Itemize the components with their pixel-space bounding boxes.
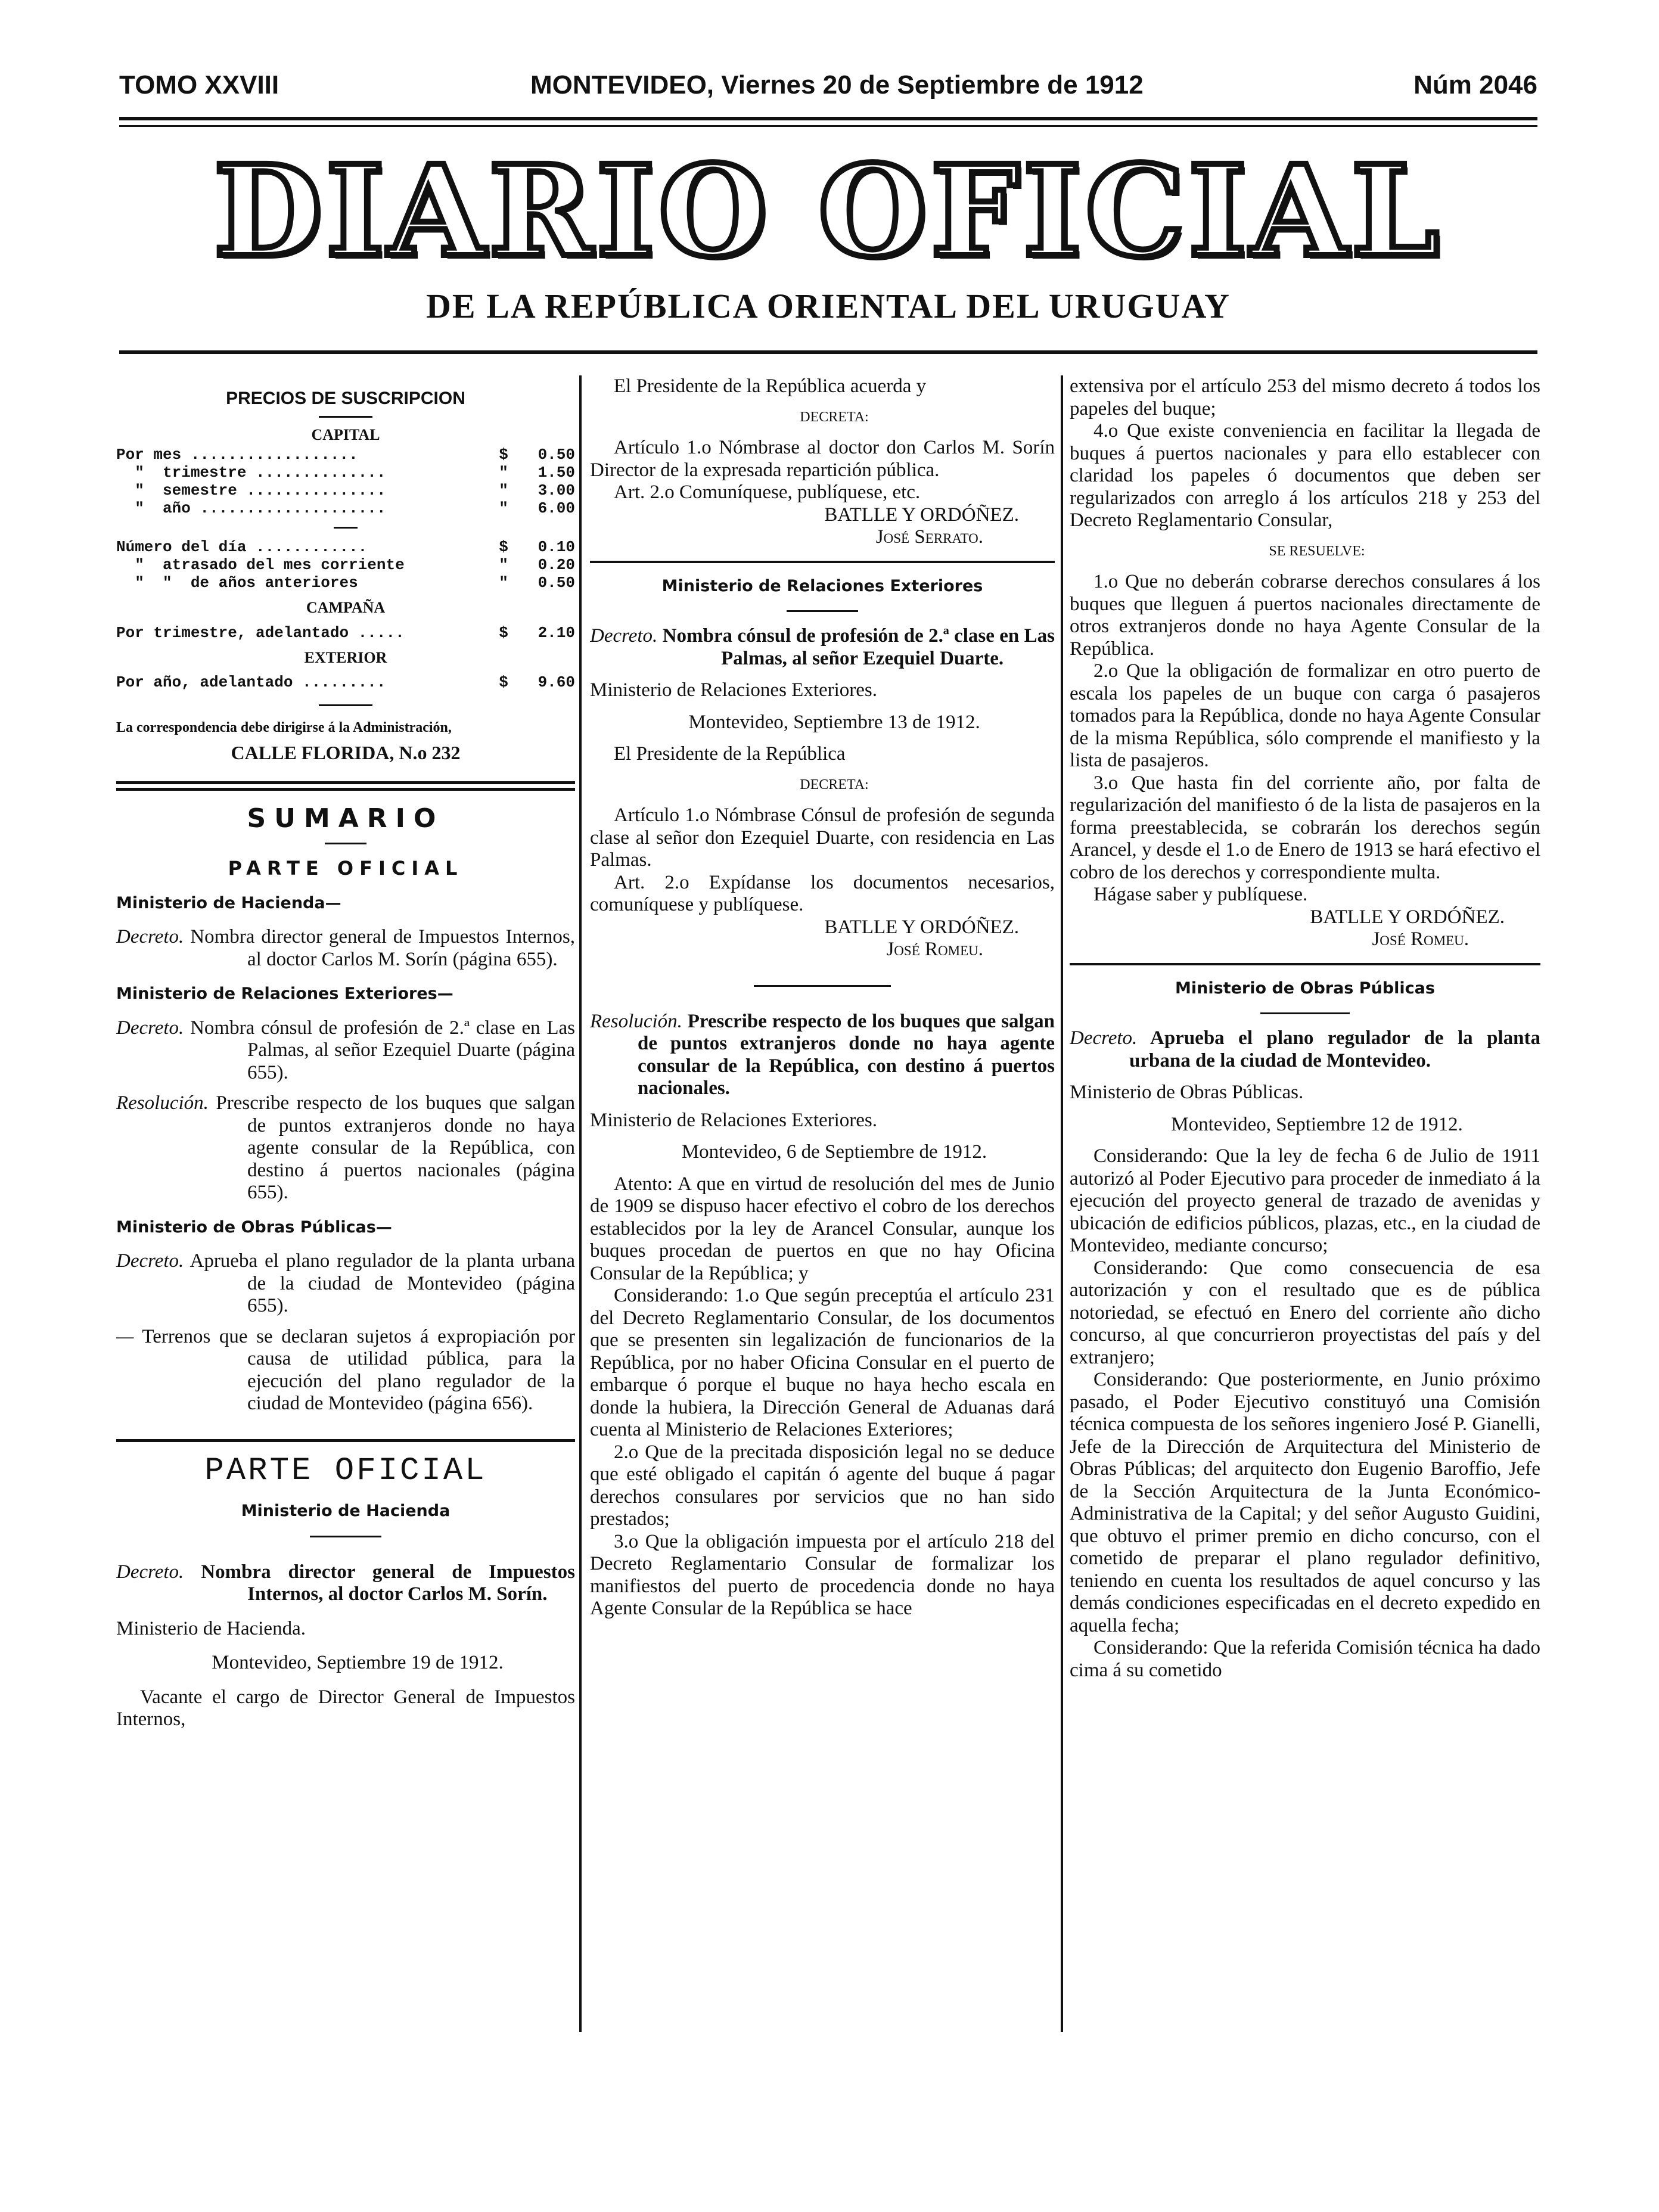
signature: José Romeu. [886,939,983,960]
article: Art. 2.o Expídanse los documentos necesarios, comuníquese y publíquese. [590,871,1055,915]
paragraph: 3.o Que hasta fin del corriente año, por falta de regularización del manifiesto ó de la lista de pasajeros en la forma preestablecida, se cobrarán los derechos según Arancel, y desde el 1.o de Enero de 1913 se hará efectivo el cobro de los derechos y correspondiente multa. [1070,772,1540,883]
price-amount: 0.10 [538,538,575,556]
price-row [116,574,575,592]
signature: BATLLE Y ORDÓÑEZ. [824,916,1019,938]
correspondence-note: La correspondencia debe dirigirse á la Administración, [116,720,452,735]
price-label: " año .................... [116,499,386,517]
entry-kind: — [116,1325,134,1347]
price-cur: " [499,556,508,574]
article: Artículo 1.o Nómbrase Cónsul de profesión de segunda clase al señor don Ezequiel Duarte, con residencia en Las Palmas. [590,804,1055,871]
sumario-parte-oficial: PARTE OFICIAL [228,857,464,880]
price-cur: " [499,464,508,481]
sumario-list [116,892,575,1415]
price-amount: 6.00 [538,499,575,517]
price-amount: 0.50 [538,446,575,464]
paragraph: Atento: A que en virtud de resolución del mes de Junio de 1909 se dispuso hacer efectivo el cobro de los derechos establecidos por la ley de Arancel Consular, aunque los buques procedan de puertos en que no hay Oficina Consular de la República; y [590,1173,1055,1284]
parte-oficial-heading: PARTE OFICIAL [204,1452,487,1489]
price-label: Por mes .................. [116,446,358,464]
paragraph: Considerando: Que posteriormente, en Junio próximo pasado, el Poder Ejecutivo constituyó una Comisión técnica compuesta de los señores ingeniero José P. Gianelli, Jefe de la Dirección de Arquitectura del Ministerio de Obras Públicas; del arquitecto don Eugenio Baroffio, Jefe de la Sección Arquitectura de la Junta Económico-Administrativa de la Capital; y del señor Augusto Guidini, que obtuvo el primer premio en dicho concurso, con el cometido de preparar el plano regulador definitivo, teniendo en cuenta los resultados de aquel concurso y las demás condiciones especificadas en el decreto expedido en aquella fecha; [1070,1369,1540,1636]
ministry-heading: Ministerio de Obras Públicas [1175,978,1435,998]
decree-origin: Ministerio de Relaciones Exteriores. [590,679,878,701]
paragraph: Considerando: Que como consecuencia de esa autorización y con el resultado que es de pública notoriedad, se efectuó en Enero del corriente año dicho concurso, al que concurrieron proyectistas del país y del extranjero; [1070,1257,1540,1368]
decree-intro: El Presidente de la República [614,743,846,765]
decree-body: Vacante el cargo de Director General de Impuestos Internos, [116,1686,575,1730]
price-label: Número del día ............ [116,538,368,556]
decreta-label: DECRETA: [800,776,869,793]
price-row [116,499,575,517]
column-middle [590,375,1055,2044]
resolution-origin: Ministerio de Relaciones Exteriores. [590,1109,878,1131]
decreta-label: DECRETA: [800,409,869,425]
header-rule [119,117,1537,120]
prices-capital: CAPITAL [311,425,380,443]
sumario-entry [116,1017,575,1085]
resolution-date: Montevideo, 6 de Septiembre de 1912. [681,1141,987,1163]
ministry-heading: Ministerio de Hacienda [241,1502,451,1520]
ministry-heading: Ministerio de Relaciones Exteriores [661,576,983,595]
decree-origin: Ministerio de Hacienda. [116,1617,306,1639]
paragraph: 2.o Que la obligación de formalizar en otro puerto de escala los papeles de un buque con carga ó pasajeros tomados para la República, donde no haya Agente Consular de la misma República, sólo comprende el manifiesto y la lista de pasajeros. [1070,660,1540,771]
price-cur: $ [499,446,508,464]
decree-summary: Decreto. Nombra director general de Impuestos Internos, al doctor Carlos M. Sorín. [116,1561,575,1605]
column-divider [1061,375,1063,2032]
entry-kind: Resolución. [116,1092,209,1114]
price-row [116,464,575,481]
decree-summary: Decreto. Aprueba el plano regulador de la planta urbana de la ciudad de Montevideo. [1070,1027,1540,1071]
sumario-entry [116,1326,575,1415]
issue-price-list [116,538,575,592]
place-date: MONTEVIDEO, Viernes 20 de Septiembre de 1912 [530,70,1144,100]
entry-text: Nombra director general de Impuestos Internos, al doctor Carlos M. Sorín (página 655). [190,926,575,970]
price-row: Por trimestre, adelantado ..... $ 2.10 [116,623,575,642]
prices-heading: PRECIOS DE SUSCRIPCION [226,389,465,408]
newspaper-subtitle: DE LA REPÚBLICA ORIENTAL DEL URUGUAY [426,287,1231,325]
entry-text: Terrenos que se declaran sujetos á expropiación por causa de utilidad pública, para la ejecución del plano regulador de la ciudad de Montevideo (página 656). [142,1325,575,1414]
price-amount: 0.50 [538,574,575,592]
capital-price-list [116,446,575,517]
price-row [116,556,575,574]
sumario-entry [116,1250,575,1318]
price-cur: $ [499,538,508,556]
price-cur: " [499,574,508,592]
sumario-ministry: Ministerio de Obras Públicas— [116,1217,392,1237]
prices-exterior: EXTERIOR [304,648,387,666]
entry-kind: Decreto. [116,1017,184,1039]
price-label: " atrasado del mes corriente [116,556,405,574]
paragraph: Hágase saber y publíquese. [1093,884,1308,905]
paragraph: 1.o Que no deberán cobrarse derechos consulares á los buques que lleguen á puertos nacionales directamente de otros extranjeros donde no haya Agente Consular de la República. [1070,571,1540,660]
price-row [116,538,575,556]
resolution-summary: Resolución. Prescribe respecto de los buques que salgan de puntos extranjeros donde no haya agente consular de la República, con destino á puertos nacionales. [590,1010,1055,1099]
entry-kind: Decreto. [116,926,184,947]
entry-text: Prescribe respecto de los buques que salgan de puntos extranjeros donde no haya agente consular de la República, con destino á puertos nacionales (página 655). [216,1092,575,1203]
paragraph: extensiva por el artículo 253 del mismo decreto á todos los papeles del buque; [1070,375,1540,420]
paragraph: Considerando: Que la ley de fecha 6 de Julio de 1911 autorizó al Poder Ejecutivo para proceder de inmediato á la ejecución del proyecto general de trazado de avenidas y ubicación de edificios públicos, plazas, etc., en la ciudad de Montevideo, mediante concurso; [1070,1145,1540,1256]
price-amount: 3.00 [538,481,575,499]
price-cur: " [499,499,508,517]
paragraph: Considerando: Que la referida Comisión técnica ha dado cima á su cometido [1070,1637,1540,1681]
entry-text: Nombra cónsul de profesión de 2.ª clase en Las Palmas, al señor Ezequiel Duarte (página 655). [190,1017,575,1083]
signature: José Serrato. [875,526,983,548]
paragraph: Considerando: 1.o Que según preceptúa el artículo 231 del Decreto Reglamentario Consular, de los documentos que se presenten sin legalización de funcionarios de la República, por no haber Oficina Consular en el puerto de embarque ó porque el buque no haya hecho escala en donde la hubiera, la Dirección General de Aduanas dará cuenta al Ministerio de Relaciones Exteriores; [590,1285,1055,1440]
decree-intro: El Presidente de la República acuerda y [614,375,927,397]
price-label: " trimestre .............. [116,464,386,481]
decree-date: Montevideo, Septiembre 19 de 1912. [212,1652,504,1673]
resuelve-label: SE RESUELVE: [1269,543,1365,559]
signature: BATLLE Y ORDÓÑEZ. [1310,906,1505,928]
decree-date: Montevideo, Septiembre 13 de 1912. [688,711,980,733]
price-row [116,446,575,464]
price-row [116,481,575,499]
signature: José Romeu. [1372,928,1469,950]
price-cur: " [499,481,508,499]
paragraph: 4.o Que existe conveniencia en facilitar la llegada de buques á puertos nacionales y para ello establecer con claridad los papeles ó documentos que deben ser regularizados con arreglo á los artículos 218 y 253 del Decreto Reglamentario Consular, [1070,420,1540,531]
sumario-ministry: Ministerio de Relaciones Exteriores— [116,984,453,1003]
address: CALLE FLORIDA, N.o 232 [231,742,461,763]
sumario-ministry: Ministerio de Hacienda— [116,893,341,912]
column-divider [579,375,582,2032]
price-amount: 0.20 [538,556,575,574]
header-rule-thin [119,125,1537,127]
issue-number: Núm 2046 [1413,70,1537,100]
paragraph: 2.o Que de la precitada disposición legal no se deduce que esté obligado el capitán ó agente del buque á pagar derechos consulares por servicios que no han sido prestados; [590,1441,1055,1530]
newspaper-title: DIARIO OFICIAL [213,138,1443,285]
decree-date: Montevideo, Septiembre 12 de 1912. [1171,1113,1463,1135]
signature: BATLLE Y ORDÓÑEZ. [824,504,1019,526]
column-left [116,375,575,2044]
article: Artículo 1.o Nómbrase al doctor don Carlos M. Sorín Director de la expresada repartición pública. [590,437,1055,481]
decree-origin: Ministerio de Obras Públicas. [1070,1082,1304,1103]
title-rule [119,350,1537,354]
price-amount: 1.50 [538,464,575,481]
sumario-heading: SUMARIO [247,803,445,834]
sumario-entry [116,1092,575,1204]
prices-campana: CAMPAÑA [306,599,386,616]
entry-text: Aprueba el plano regulador de la planta urbana de la ciudad de Montevideo (página 655). [189,1250,575,1316]
price-label: " " de años anteriores [116,574,358,592]
article: Art. 2.o Comuníquese, publíquese, etc. [614,481,921,503]
decree-summary: Decreto. Nombra cónsul de profesión de 2.ª clase en Las Palmas, al señor Ezequiel Duarte. [590,625,1055,669]
masthead [119,70,1537,106]
column-right [1070,375,1540,2044]
paragraph: 3.o Que la obligación impuesta por el artículo 218 del Decreto Reglamentario Consular de formalizar los manifiestos del puerto de procedencia donde no haya Agente Consular de la República se hace [590,1530,1055,1619]
double-rule [116,781,575,791]
sumario-entry [116,926,575,971]
entry-kind: Decreto. [116,1250,184,1272]
price-label: " semestre ............... [116,481,386,499]
price-row: Por año, adelantado ......... $ 9.60 [116,673,575,691]
volume-number: TOMO XXVIII [119,70,279,100]
